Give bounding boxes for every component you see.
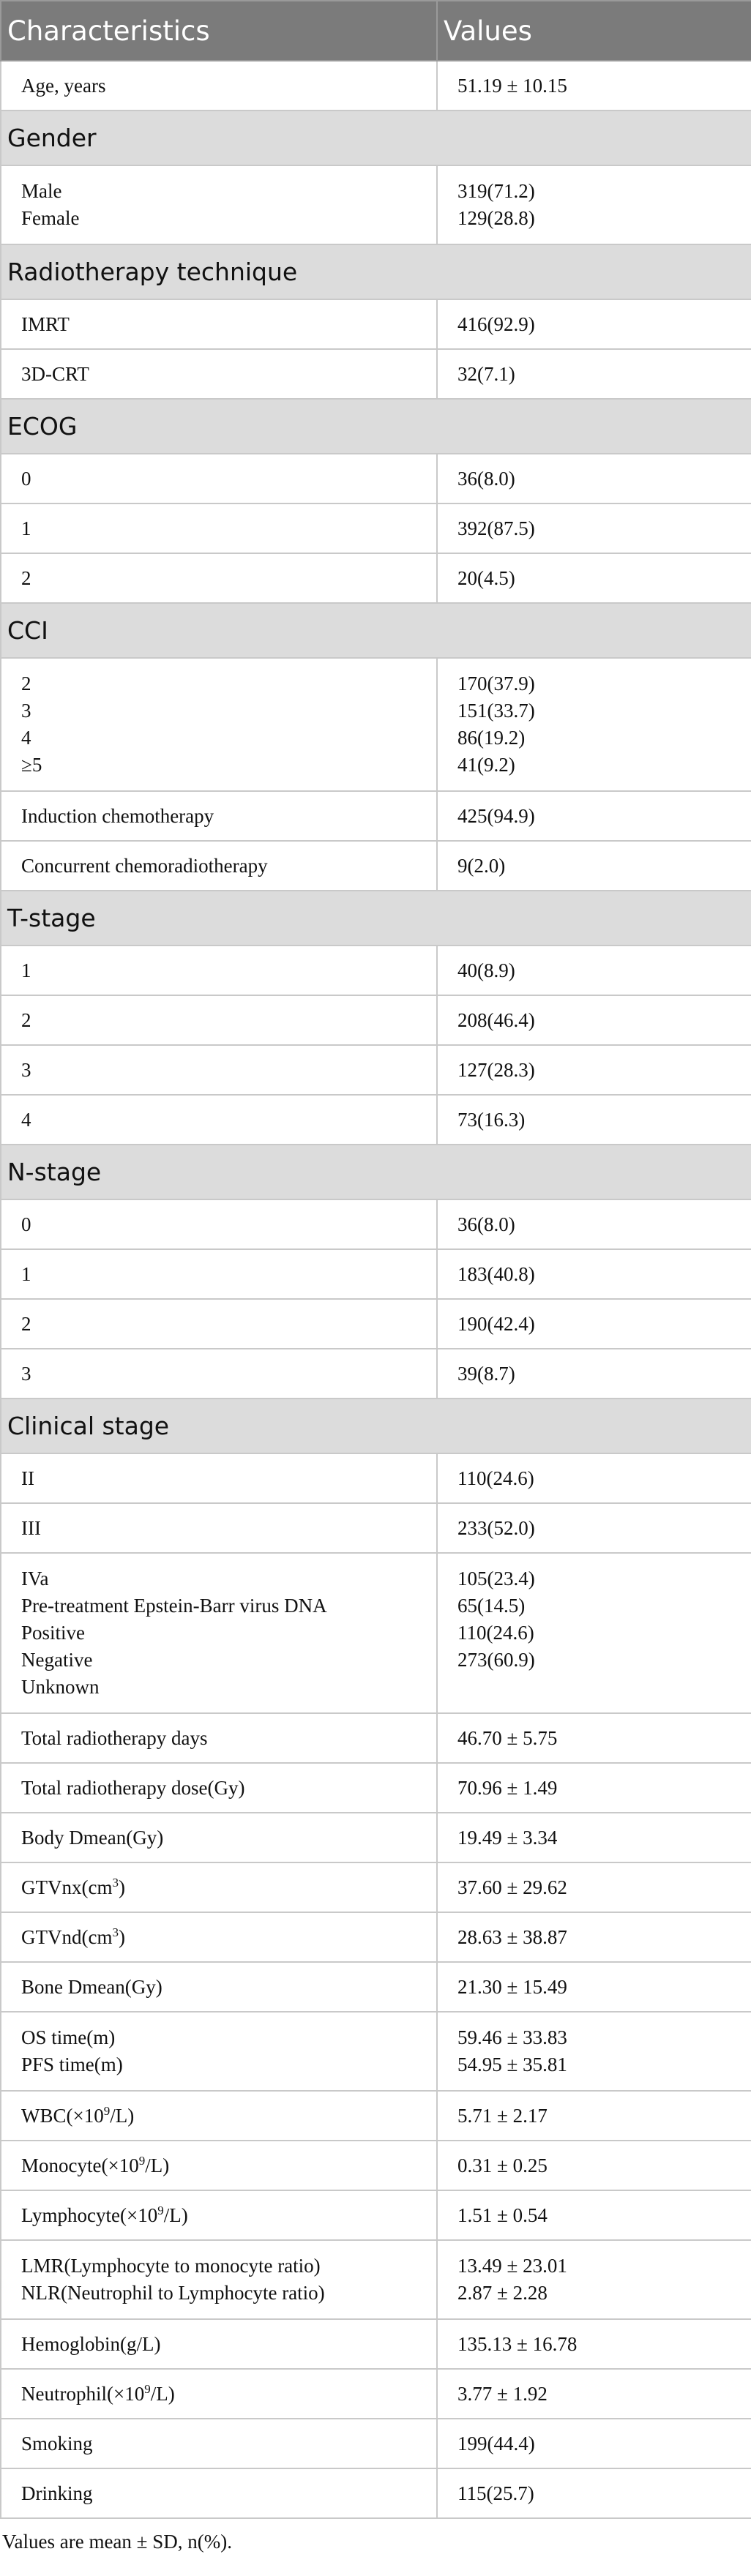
characteristic-cell — [1, 946, 437, 995]
label-text: GTVnd(cm — [21, 1925, 113, 1948]
characteristic-label: 0 — [21, 1213, 31, 1235]
value-text: 1.51 ± 0.54 — [457, 2204, 548, 2226]
characteristic-label: 2 — [21, 673, 31, 694]
table-row — [1, 2468, 751, 2518]
table-row — [1, 1095, 751, 1145]
value-cell — [437, 61, 751, 111]
value-text: 190(42.4) — [457, 1312, 535, 1335]
value-text: 5.71 ± 2.17 — [457, 2104, 548, 2127]
value-cell — [437, 1045, 751, 1095]
value-text: 110(24.6) — [457, 1467, 534, 1489]
characteristic-label — [21, 2381, 436, 2408]
characteristic-label: IMRT — [21, 312, 70, 335]
characteristic-cell — [1, 1095, 437, 1145]
characteristic-label: ≥5 — [21, 754, 42, 776]
characteristic-label: 3 — [21, 1058, 31, 1081]
value-text: 51.19 ± 10.15 — [457, 74, 567, 97]
section-label: Clinical stage — [1, 1399, 751, 1453]
value-text: 40(8.9) — [457, 959, 515, 981]
section-header-row — [1, 891, 751, 946]
characteristic-cell — [1, 1862, 437, 1912]
characteristic-cell — [1, 1453, 437, 1503]
table-row — [1, 1862, 751, 1912]
characteristic-label: Total radiotherapy days — [21, 1726, 208, 1749]
characteristic-cell — [1, 2091, 437, 2141]
value-text: 2.87 ± 2.28 — [457, 2282, 548, 2304]
table-row — [1, 299, 751, 349]
table-row — [1, 1349, 751, 1399]
value-cell — [437, 2319, 751, 2369]
table-row — [1, 1199, 751, 1249]
label-text-suffix: ) — [118, 1925, 125, 1948]
table-row — [1, 2091, 751, 2141]
value-text: 19.49 ± 3.34 — [457, 1826, 558, 1849]
table-row — [1, 1503, 751, 1553]
characteristic-label: Induction chemotherapy — [21, 804, 214, 827]
characteristic-label: OS time(m) — [21, 2026, 116, 2048]
characteristic-label: IVa — [21, 1568, 49, 1590]
characteristic-label: Unknown — [21, 1676, 100, 1698]
table-row — [1, 503, 751, 553]
characteristic-cell — [1, 165, 437, 244]
label-text-suffix: /L) — [110, 2104, 135, 2127]
characteristic-label: 4 — [21, 1108, 31, 1131]
characteristic-cell — [1, 995, 437, 1045]
table-row — [1, 165, 751, 244]
characteristic-label: 2 — [21, 1008, 31, 1031]
header-characteristics: Characteristics — [1, 1, 437, 61]
section-header-row — [1, 603, 751, 658]
label-text-suffix: /L) — [163, 2204, 188, 2226]
label-superscript: 9 — [157, 2203, 164, 2217]
value-cell — [437, 1553, 751, 1713]
characteristic-label: 3D-CRT — [21, 362, 89, 385]
characteristic-label — [21, 2202, 436, 2229]
value-cell — [437, 791, 751, 841]
value-text: 9(2.0) — [457, 854, 506, 877]
value-text: 21.30 ± 15.49 — [457, 1975, 567, 1998]
characteristic-cell — [1, 454, 437, 503]
characteristic-label: Male — [21, 180, 62, 202]
value-cell — [437, 1813, 751, 1862]
characteristic-cell — [1, 1249, 437, 1299]
value-text: 3.77 ± 1.92 — [457, 2382, 548, 2405]
value-cell — [437, 946, 751, 995]
value-text: 392(87.5) — [457, 517, 535, 539]
value-text: 170(37.9) — [457, 673, 535, 694]
table-row — [1, 946, 751, 995]
table-row — [1, 1763, 751, 1813]
value-cell — [437, 454, 751, 503]
value-cell — [437, 1249, 751, 1299]
table-row — [1, 995, 751, 1045]
label-superscript: 3 — [112, 1925, 119, 1939]
table-row — [1, 1912, 751, 1962]
section-label: Gender — [1, 111, 751, 165]
characteristic-label: Body Dmean(Gy) — [21, 1826, 164, 1849]
section-label: CCI — [1, 603, 751, 658]
characteristic-label: 2 — [21, 566, 31, 589]
characteristic-cell — [1, 2141, 437, 2190]
characteristic-label: Pre-treatment Epstein-Barr virus DNA — [21, 1595, 327, 1617]
table-row — [1, 2369, 751, 2419]
value-cell — [437, 2468, 751, 2518]
value-cell — [437, 1763, 751, 1813]
section-label: Radiotherapy technique — [1, 244, 751, 299]
value-text: 273(60.9) — [457, 1649, 535, 1671]
value-text: 39(8.7) — [457, 1362, 515, 1385]
table-row — [1, 658, 751, 791]
table-row — [1, 1453, 751, 1503]
characteristic-cell — [1, 553, 437, 603]
value-cell — [437, 1453, 751, 1503]
characteristic-label: LMR(Lymphocyte to monocyte ratio) — [21, 2255, 321, 2277]
characteristic-cell — [1, 2419, 437, 2468]
section-header-row — [1, 1399, 751, 1453]
value-text: 13.49 ± 23.01 — [457, 2255, 567, 2277]
table-row — [1, 1249, 751, 1299]
value-text: 233(52.0) — [457, 1516, 535, 1539]
characteristic-label: Smoking — [21, 2432, 93, 2455]
characteristic-cell — [1, 2012, 437, 2091]
label-superscript: 9 — [138, 2153, 146, 2168]
value-text: 32(7.1) — [457, 362, 515, 385]
characteristic-cell — [1, 1763, 437, 1813]
characteristic-cell — [1, 658, 437, 791]
value-cell — [437, 2419, 751, 2468]
section-header-row — [1, 111, 751, 165]
label-superscript: 9 — [144, 2381, 151, 2396]
characteristic-label: Drinking — [21, 2482, 93, 2504]
value-text: 20(4.5) — [457, 566, 515, 589]
table-row — [1, 2012, 751, 2091]
characteristic-label — [21, 2103, 436, 2130]
characteristic-label: Positive — [21, 1622, 86, 1644]
section-header-row — [1, 1145, 751, 1199]
value-text: 129(28.8) — [457, 207, 535, 229]
characteristic-cell — [1, 1045, 437, 1095]
value-cell — [437, 1862, 751, 1912]
table-row — [1, 454, 751, 503]
characteristic-cell — [1, 1503, 437, 1553]
label-superscript: 9 — [103, 2103, 111, 2118]
value-cell — [437, 1962, 751, 2012]
value-text: 37.60 ± 29.62 — [457, 1876, 567, 1898]
value-cell — [437, 349, 751, 399]
section-header-row — [1, 399, 751, 454]
value-cell — [437, 2141, 751, 2190]
characteristic-cell — [1, 61, 437, 111]
characteristic-cell — [1, 1912, 437, 1962]
value-text: 73(16.3) — [457, 1108, 526, 1131]
value-text: 127(28.3) — [457, 1058, 535, 1081]
table-row — [1, 1813, 751, 1862]
value-text: 199(44.4) — [457, 2432, 535, 2455]
value-cell — [437, 553, 751, 603]
characteristic-label: 4 — [21, 727, 31, 749]
value-cell — [437, 1713, 751, 1763]
table-row — [1, 349, 751, 399]
value-cell — [437, 2012, 751, 2091]
characteristic-label: Female — [21, 207, 80, 229]
value-cell — [437, 995, 751, 1045]
label-text-suffix: /L) — [150, 2382, 175, 2405]
table-row — [1, 1553, 751, 1713]
characteristic-cell — [1, 1349, 437, 1399]
characteristic-label: PFS time(m) — [21, 2053, 123, 2075]
value-text: 135.13 ± 16.78 — [457, 2332, 578, 2355]
characteristic-label: Concurrent chemoradiotherapy — [21, 854, 268, 877]
value-cell — [437, 1199, 751, 1249]
characteristic-cell — [1, 1299, 437, 1349]
characteristic-cell — [1, 2369, 437, 2419]
table-row — [1, 1045, 751, 1095]
characteristic-label: Hemoglobin(g/L) — [21, 2332, 161, 2355]
value-cell — [437, 1503, 751, 1553]
table-row — [1, 2319, 751, 2369]
header-values: Values — [437, 1, 751, 61]
table-row — [1, 1713, 751, 1763]
section-label: N-stage — [1, 1145, 751, 1199]
value-text: 110(24.6) — [457, 1622, 534, 1644]
characteristic-cell — [1, 841, 437, 891]
characteristic-label — [21, 1874, 436, 1901]
characteristic-label: 3 — [21, 700, 31, 722]
value-text: 70.96 ± 1.49 — [457, 1776, 558, 1799]
value-cell — [437, 658, 751, 791]
characteristic-cell — [1, 1199, 437, 1249]
table-row — [1, 2141, 751, 2190]
value-text: 151(33.7) — [457, 700, 535, 722]
table-body — [1, 61, 751, 2518]
label-text-suffix: ) — [118, 1876, 125, 1898]
characteristic-label: Total radiotherapy dose(Gy) — [21, 1776, 245, 1799]
section-label: ECOG — [1, 399, 751, 454]
section-label: T-stage — [1, 891, 751, 946]
table-row — [1, 1962, 751, 2012]
table-row — [1, 553, 751, 603]
characteristic-cell — [1, 791, 437, 841]
characteristic-cell — [1, 1813, 437, 1862]
characteristic-label — [21, 1924, 436, 1951]
value-cell — [437, 1912, 751, 1962]
table-row — [1, 2419, 751, 2468]
characteristic-cell — [1, 2240, 437, 2319]
value-text: 0.31 ± 0.25 — [457, 2154, 548, 2176]
value-cell — [437, 1299, 751, 1349]
table-row — [1, 2240, 751, 2319]
characteristic-label: 1 — [21, 959, 31, 981]
value-cell — [437, 2240, 751, 2319]
characteristic-cell — [1, 1713, 437, 1763]
value-text: 416(92.9) — [457, 312, 535, 335]
value-cell — [437, 2190, 751, 2240]
characteristic-label: 0 — [21, 467, 31, 490]
label-text: GTVnx(cm — [21, 1876, 113, 1898]
table-row — [1, 2190, 751, 2240]
characteristic-label: Bone Dmean(Gy) — [21, 1975, 162, 1998]
value-text: 208(46.4) — [457, 1008, 535, 1031]
label-superscript: 3 — [112, 1875, 119, 1890]
characteristic-cell — [1, 503, 437, 553]
label-text: Lymphocyte(×10 — [21, 2204, 158, 2226]
value-text: 65(14.5) — [457, 1595, 526, 1617]
characteristic-label: Negative — [21, 1649, 93, 1671]
value-cell — [437, 299, 751, 349]
value-text: 28.63 ± 38.87 — [457, 1925, 567, 1948]
table-row — [1, 791, 751, 841]
value-text: 59.46 ± 33.83 — [457, 2026, 567, 2048]
characteristic-cell — [1, 2319, 437, 2369]
value-text: 36(8.0) — [457, 467, 515, 490]
label-text: WBC(×10 — [21, 2104, 104, 2127]
characteristic-label: Age, years — [21, 74, 106, 97]
characteristic-label: 1 — [21, 1262, 31, 1285]
value-cell — [437, 2091, 751, 2141]
table-header-row — [1, 1, 751, 61]
characteristic-cell — [1, 2190, 437, 2240]
characteristic-label: 2 — [21, 1312, 31, 1335]
table-footnote: Values are mean ± SD, n(%). — [2, 2531, 232, 2553]
characteristic-cell — [1, 299, 437, 349]
characteristic-label — [21, 2152, 436, 2179]
value-cell — [437, 1095, 751, 1145]
characteristic-cell — [1, 1553, 437, 1713]
characteristic-cell — [1, 2468, 437, 2518]
label-text: Neutrophil(×10 — [21, 2382, 145, 2405]
label-text-suffix: /L) — [145, 2154, 170, 2176]
value-text: 115(25.7) — [457, 2482, 534, 2504]
characteristic-label: III — [21, 1516, 41, 1539]
value-text: 319(71.2) — [457, 180, 535, 202]
value-cell — [437, 841, 751, 891]
value-text: 54.95 ± 35.81 — [457, 2053, 567, 2075]
value-text: 183(40.8) — [457, 1262, 535, 1285]
value-cell — [437, 165, 751, 244]
table-row — [1, 841, 751, 891]
value-text: 425(94.9) — [457, 804, 535, 827]
characteristic-label: 3 — [21, 1362, 31, 1385]
characteristic-cell — [1, 1962, 437, 2012]
table-row — [1, 1299, 751, 1349]
value-text: 86(19.2) — [457, 727, 526, 749]
characteristic-cell — [1, 349, 437, 399]
table-row — [1, 61, 751, 111]
value-text: 36(8.0) — [457, 1213, 515, 1235]
value-text: 46.70 ± 5.75 — [457, 1726, 558, 1749]
characteristic-label: II — [21, 1467, 34, 1489]
value-text: 41(9.2) — [457, 754, 515, 776]
value-cell — [437, 1349, 751, 1399]
value-cell — [437, 2369, 751, 2419]
characteristic-label: NLR(Neutrophil to Lymphocyte ratio) — [21, 2282, 325, 2304]
characteristic-label: 1 — [21, 517, 31, 539]
value-text: 105(23.4) — [457, 1568, 535, 1590]
label-text: Monocyte(×10 — [21, 2154, 139, 2176]
value-cell — [437, 503, 751, 553]
section-header-row — [1, 244, 751, 299]
